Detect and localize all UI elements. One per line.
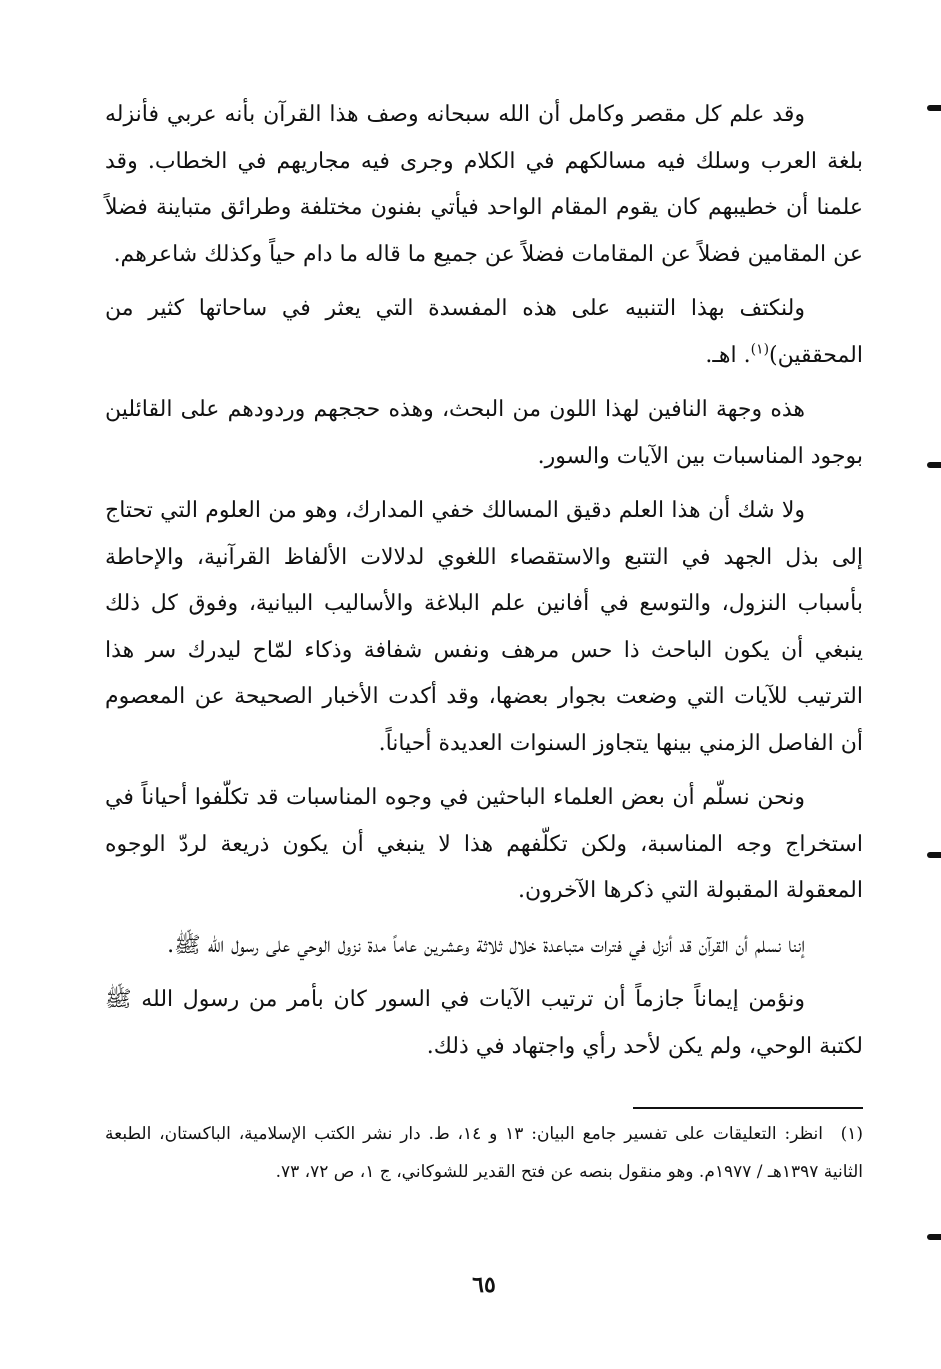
paragraph-2-tail: . اهـ. (705, 342, 751, 368)
footnote-reference: (١) (750, 341, 770, 358)
page-number: ٦٥ (472, 1272, 496, 1298)
footnote-text: انظر: التعليقات على تفسير جامع البيان: ١٣ و ١٤، ط. دار نشر الكتب الإسلامية، الباكستان، الطبعة الثانية ١٣٩٧هـ / ١٩٧٧م. وهو منقول بنصه عن فتح القدير للشوكاني، ج ١، ص ٧٢، ٧٣. (105, 1124, 863, 1182)
footnote-divider (633, 1107, 863, 1109)
paragraph-1: وقد علم كل مقصر وكامل أن الله سبحانه وصف هذا القرآن بأنه عربي فأنزله بلغة العرب وسلك فيه مسالكهم في الكلام وجرى فيه مجاريهم في الخطاب. وقد علمنا أن خطيبهم كان يقوم المقام الواحد فيأتي بفنون مختلفة وطرائق متباينة فضلاً عن المقامين فضلاً عن المقامات فضلاً عن جميع ما قاله ما دام حياً وكذلك شاعرهم. (105, 102, 863, 267)
footnote (105, 1115, 863, 1191)
scan-edge-mark (927, 105, 941, 111)
paragraph-2-text: ولنكتف بهذا التنبيه على هذه المفسدة التي يعثر في ساحاتها كثير من المحققين) (105, 296, 863, 368)
book-page (105, 92, 863, 1332)
paragraph-3: هذه وجهة النافين لهذا اللون من البحث، وهذه حججهم وردودهم على القائلين بوجود المناسبات بين الآيات والسور. (105, 397, 863, 469)
paragraph-7: ونؤمن إيماناً جازماً أن ترتيب الآيات في السور كان بأمر من رسول الله ﷺ لكتبة الوحي، ولم يكن لأحد رأي واجتهاد في ذلك. (105, 987, 863, 1059)
footnote-number: (١) (840, 1124, 863, 1144)
paragraph-5: ونحن نسلّم أن بعض العلماء الباحثين في وجوه المناسبات قد تكلّفوا أحياناً في استخراج وجه المناسبة، ولكن تكلّفهم هذا لا ينبغي أن يكون ذريعة لردّ الوجوه المعقولة المقبولة التي ذكرها الآخرون. (105, 785, 863, 903)
scan-edge-mark (927, 1234, 941, 1240)
scan-edge-mark (927, 852, 941, 858)
paragraph-2 (105, 286, 863, 379)
scan-edge-mark (927, 462, 941, 468)
paragraph-6: إننا نسلم أن القرآن قد أنزل في فترات متباعدة خلال ثلاثة وعشرين عاماً مدة نزول الوحي على رسول الله ﷺ. (167, 932, 805, 958)
paragraph-4: ولا شك أن هذا العلم دقيق المسالك خفي المدارك، وهو من العلوم التي تحتاج إلى بذل الجهد في التتبع والاستقصاء اللغوي لدلالات الألفاظ القرآنية، والإحاطة بأسباب النزول، والتوسع في أفانين علم البلاغة والأساليب البيانية، وفوق كل ذلك ينبغي أن يكون الباحث ذا حس مرهف ونفس شفافة وذكاء لمّاح ليدرك سر هذا الترتيب للآيات التي وضعت بجوار بعضها، وقد أكدت الأخبار الصحيحة عن المعصوم أن الفاصل الزمني بينها يتجاوز السنوات العديدة أحياناً. (105, 498, 863, 756)
